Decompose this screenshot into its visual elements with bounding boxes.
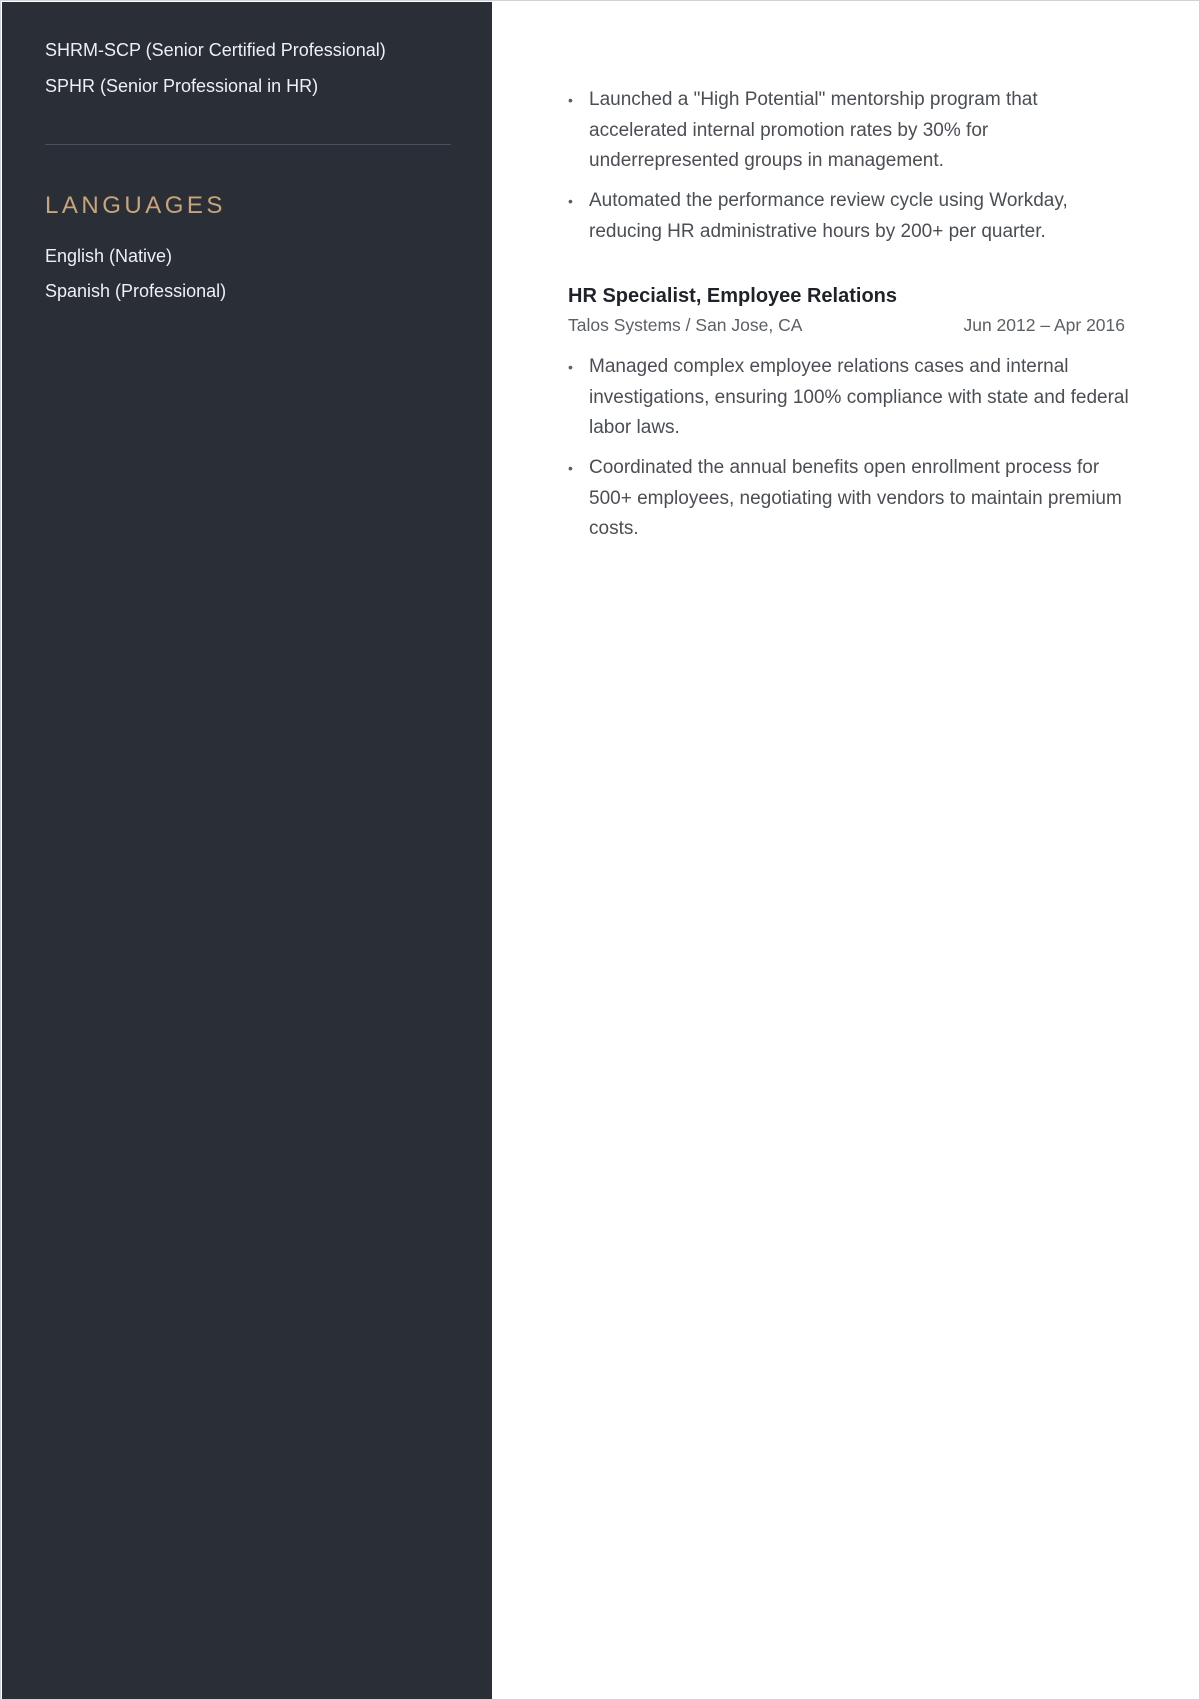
bullet-text: Launched a "High Potential" mentorship program that accelerated internal promotion rates by 30% for underrepresented groups in management. [589,89,1038,171]
sidebar-divider [45,144,451,145]
language-item: Spanish (Professional) [45,281,227,301]
language-item: English (Native) [45,246,173,266]
bullet-text: Coordinated the annual benefits open enrollment process for 500+ employees, negotiating with vendors to maintain premium costs. [589,457,1122,539]
bullet-text: Managed complex employee relations cases and internal investigations, ensuring 100% compliance with state and federal labor laws. [589,356,1129,438]
job-dates: Jun 2012 – Apr 2016 [963,315,1125,335]
certification-item: SHRM-SCP (Senior Certified Professional) [45,40,386,60]
certification-item: SPHR (Senior Professional in HR) [45,76,319,96]
job-title: HR Specialist, Employee Relations [568,285,897,307]
languages-heading: LANGUAGES [45,192,226,219]
bullet-icon: • [568,460,573,476]
bullet-icon: • [568,92,573,108]
bullet-icon: • [568,359,573,375]
sidebar [2,2,492,1699]
bullet-icon: • [568,193,573,209]
bullet-text: Automated the performance review cycle using Workday, reducing HR administrative hours by 200+ per quarter. [589,190,1068,242]
job-company: Talos Systems / San Jose, CA [568,315,803,335]
